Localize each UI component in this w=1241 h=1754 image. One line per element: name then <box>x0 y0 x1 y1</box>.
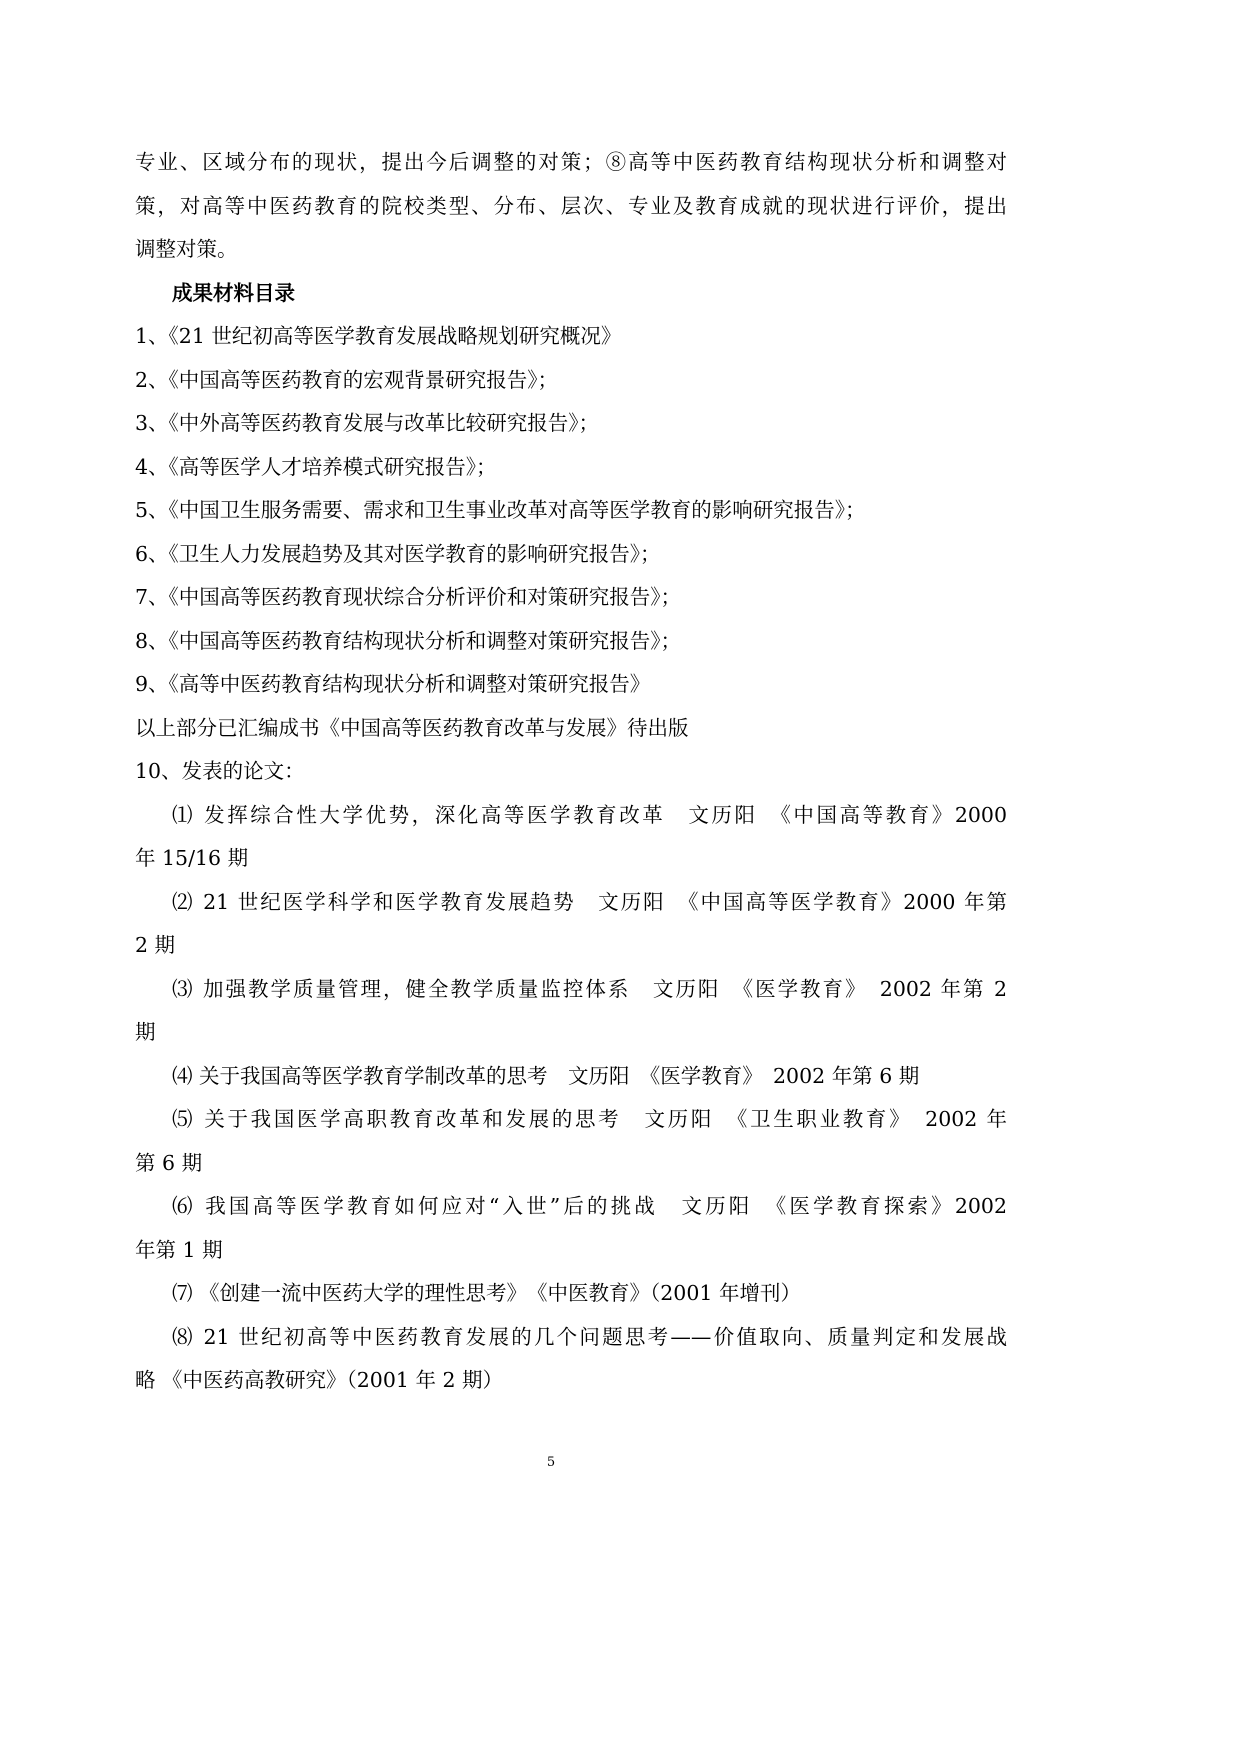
paper-entry <box>135 1272 1007 1316</box>
page-body <box>135 141 1007 1403</box>
paper-line: ⑹ 我国高等医学教育如何应对“入世”后的挑战 文历阳 《医学教育探索》2002 <box>172 1194 1007 1218</box>
paper-line: 期 <box>135 1020 156 1044</box>
intro-line: 调整对策。 <box>135 237 238 261</box>
catalog-item: 9、《高等中医药教育结构现状分析和调整对策研究报告》 <box>135 672 651 696</box>
paper-entry <box>135 968 1007 1055</box>
paper-line: ⑶ 加强教学质量管理，健全教学质量监控体系 文历阳 《医学教育》 2002 年第 2 <box>172 976 1007 1001</box>
catalog-item: 6、《卫生人力发展趋势及其对医学教育的影响研究报告》； <box>135 541 661 566</box>
paper-entry <box>135 1185 1007 1272</box>
catalog-item: 8、《中国高等医药教育结构现状分析和调整对策研究报告》； <box>135 628 682 653</box>
paper-entry <box>135 1055 1007 1099</box>
catalog-item: 5、《中国卫生服务需要、需求和卫生事业改革对高等医学教育的影响研究报告》； <box>135 498 866 522</box>
paper-line: ⑷ 关于我国高等医学教育学制改革的思考 文历阳 《医学教育》 2002 年第 6 期 <box>172 1063 920 1088</box>
catalog-item: 4、《高等医学人才培养模式研究报告》； <box>135 454 497 479</box>
paper-line: ⑺ 《创建一流中医药大学的理性思考》 《中医教育》（2001 年增刊） <box>172 1281 801 1305</box>
paper-entry <box>135 794 1007 881</box>
paper-line: ⑵ 21 世纪医学科学和医学教育发展趋势 文历阳 《中国高等医学教育》2000 年第 <box>172 889 1007 914</box>
paper-line: 第 6 期 <box>135 1150 203 1175</box>
paper-line: 2 期 <box>135 933 176 957</box>
paper-line: 略 《中医药高教研究》（2001 年 2 期） <box>135 1368 504 1392</box>
paper-line: ⑸ 关于我国医学高职教育改革和发展的思考 文历阳 《卫生职业教育》 2002 年 <box>172 1107 1007 1131</box>
papers-heading: 10、发表的论文： <box>135 759 305 783</box>
compiled-note: 以上部分已汇编成书《中国高等医药教育改革与发展》待出版 <box>135 715 689 740</box>
paper-line: ⑴ 发挥综合性大学优势，深化高等医学教育改革 文历阳 《中国高等教育》2000 <box>172 802 1007 827</box>
catalog-item: 3、《中外高等医药教育发展与改革比较研究报告》； <box>135 411 600 435</box>
catalog-item: 2、《中国高等医药教育的宏观背景研究报告》； <box>135 367 559 392</box>
paper-entry <box>135 1098 1007 1185</box>
section-heading: 成果材料目录 <box>172 280 295 305</box>
catalog-item: 7、《中国高等医药教育现状综合分析评价和对策研究报告》； <box>135 585 682 609</box>
intro-line: 策，对高等中医药教育的院校类型、分布、层次、专业及教育成就的现状进行评价，提出 <box>135 193 1007 218</box>
paper-line: 年第 1 期 <box>135 1237 223 1262</box>
paper-line: 年 15/16 期 <box>135 846 249 870</box>
paper-entry <box>135 1316 1007 1403</box>
intro-line: 专业、区域分布的现状，提出今后调整的对策；⑧高等中医药教育结构现状分析和调整对 <box>135 150 1007 174</box>
paper-line: ⑻ 21 世纪初高等中医药教育发展的几个问题思考——价值取向、质量判定和发展战 <box>172 1324 1007 1349</box>
page-number: 5 <box>546 1455 556 1470</box>
paper-entry <box>135 881 1007 968</box>
catalog-item: 1、《21 世纪初高等医学教育发展战略规划研究概况》 <box>135 324 622 348</box>
